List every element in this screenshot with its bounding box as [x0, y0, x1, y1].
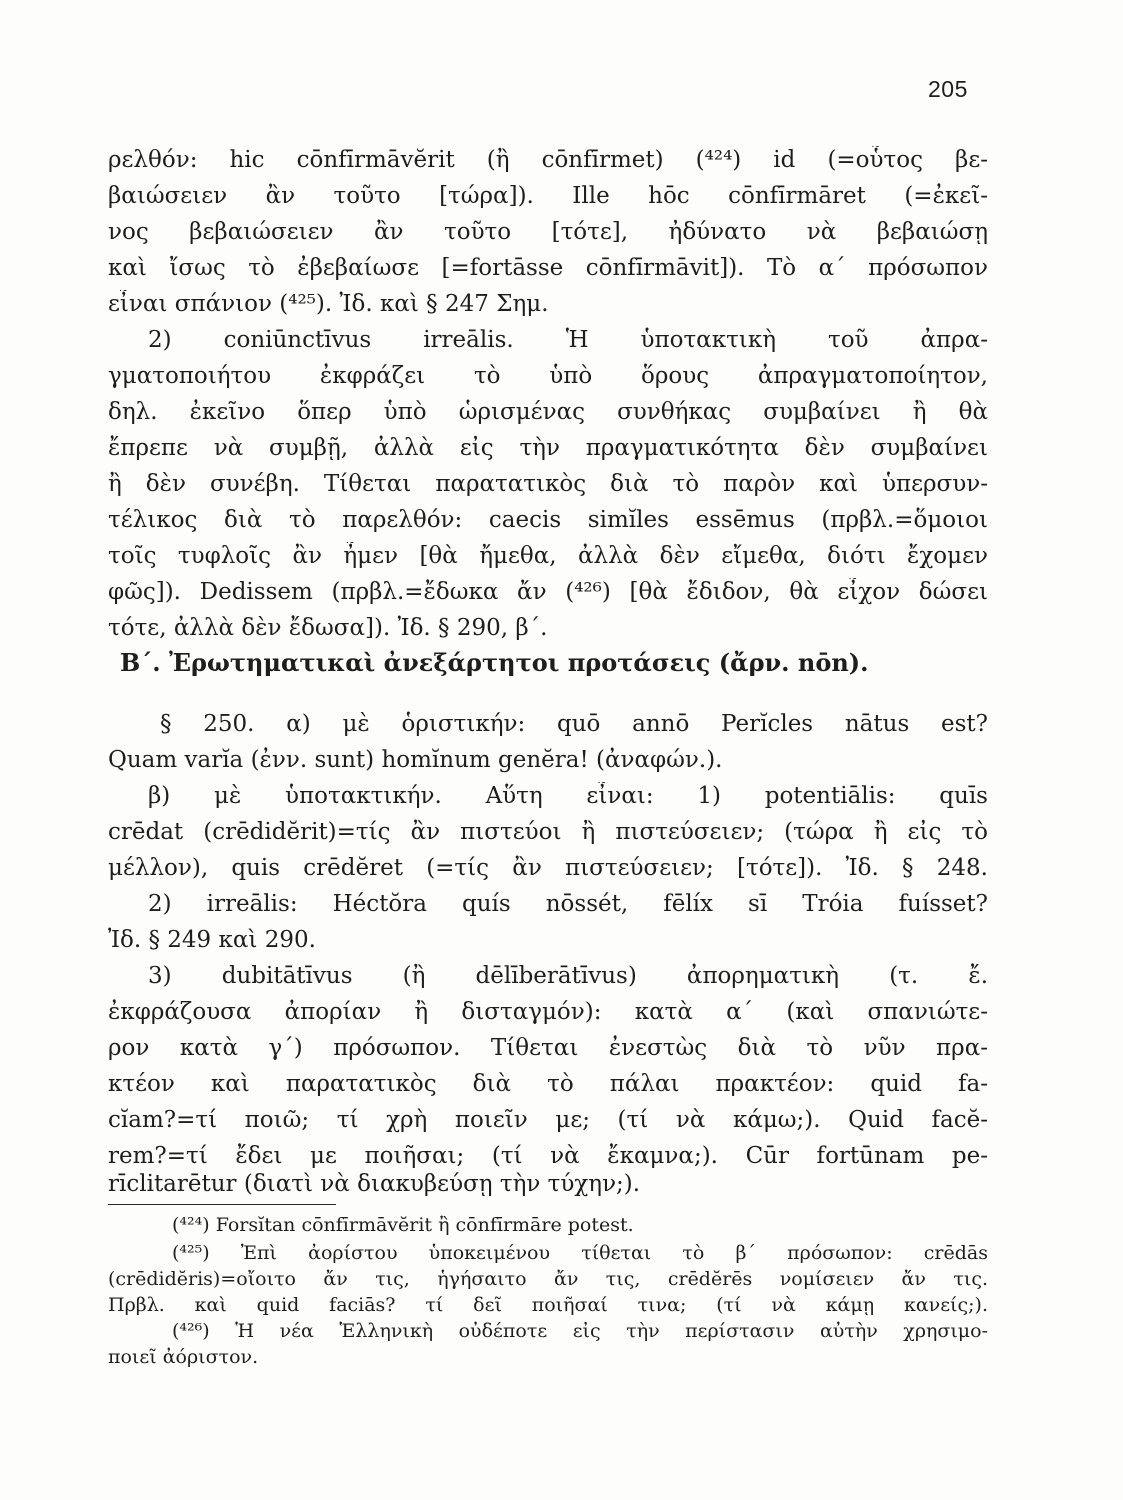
body-line: β) μὲ ὑποτακτικήν. Αὕτη εἶναι: 1) potentiālis: quīs [148, 783, 988, 809]
body-line: Quam varĭa (ἐνν. sunt) homĭnum genĕra! (ἀναφών.). [108, 747, 723, 773]
body-line: φῶς]). Dedissem (πρβλ.=ἔδωκα ἄν (⁴²⁶) [θὰ ἔδιδον, θὰ εἶχον δώσει [108, 579, 988, 605]
footnote-line: (crēdidĕris)=οἴοιτο ἄν τις, ἡγήσαιτο ἄν τις, crēdĕrēs νομίσειεν ἄν τις. [108, 1268, 988, 1290]
body-line: καὶ ἴσως τὸ ἐβεβαίωσε [=fortāsse cōnfīrmāvit]). Τὸ α΄ πρόσωπον [108, 255, 988, 281]
footnote-line: (⁴²⁵) Ἐπὶ ἀορίστου ὑποκειμένου τίθεται τὸ β΄ πρόσωπον: crēdās [172, 1242, 988, 1264]
footnote-line: (⁴²⁶) Ἡ νέα Ἑλληνικὴ οὐδέποτε εἰς τὴν περίστασιν αὐτὴν χρησιμο- [172, 1320, 988, 1342]
body-line: ρον κατὰ γ΄) πρόσωπον. Τίθεται ἐνεστὼς διὰ τὸ νῦν πρα- [108, 1035, 988, 1061]
page-number: 205 [928, 76, 968, 102]
body-line: κτέον καὶ παρατατικὸς διὰ τὸ πάλαι πρακτέον: quid fa- [108, 1071, 988, 1097]
body-line: μέλλον), quis crēdĕret (=τίς ἂν πιστεύσειεν; [τότε]). Ἰδ. § 248. [108, 855, 988, 881]
body-line: τέλικος διὰ τὸ παρελθόν: caecis simĭles essēmus (πρβλ.=ὅμοιοι [108, 507, 988, 533]
body-line: cĭam?=τί ποιῶ; τί χρὴ ποιεῖν με; (τί νὰ κάμω;). Quid facĕ- [108, 1107, 988, 1133]
body-line: ἐκφράζουσα ἀπορίαν ἢ δισταγμόν): κατὰ α΄ (καὶ σπανιώτε- [108, 999, 988, 1025]
body-line: rem?=τί ἔδει με ποιῆσαι; (τί νὰ ἔκαμνα;). Cūr fortūnam pe- [108, 1143, 988, 1169]
body-line: Ἰδ. § 249 καὶ 290. [108, 927, 316, 953]
body-line: δηλ. ἐκεῖνο ὅπερ ὑπὸ ὡρισμένας συνθήκας συμβαίνει ἢ θὰ [108, 399, 988, 425]
body-line: τοῖς τυφλοῖς ἂν ἦμεν [θὰ ἤμεθα, ἀλλὰ δὲν εἴμεθα, διότι ἔχομεν [108, 543, 988, 569]
footnote-line: Πρβλ. καὶ quid faciās? τί δεῖ ποιῆσαί τινα; (τί νὰ κάμῃ κανείς;). [108, 1294, 988, 1316]
body-line: νος βεβαιώσειεν ἂν τοῦτο [τότε], ἠδύνατο νὰ βεβαιώσῃ [108, 219, 988, 245]
body-line: § 250. α) μὲ ὁριστικήν: quō annō Perĭcles nātus est? [160, 711, 988, 737]
footnote-line: ποιεῖ ἀόριστον. [108, 1346, 259, 1368]
body-line: τότε, ἀλλὰ δὲν ἔδωσα]). Ἰδ. § 290, β΄. [108, 615, 548, 641]
body-line: 3) dubitātīvus (ἢ dēlīberātīvus) ἀπορηματικὴ (τ. ἔ. [148, 963, 988, 989]
body-line: 2) irreālis: Héctŏra quís nōssét, fēlíx sī Tróia fuísset? [148, 891, 988, 917]
body-line: ρελθόν: hic cōnfīrmāvĕrit (ἢ cōnfīrmet) (⁴²⁴) id (=οὗτος βε- [108, 147, 988, 173]
footnote-separator [108, 1204, 336, 1205]
body-line: crēdat (crēdidĕrit)=τίς ἂν πιστεύοι ἢ πιστεύσειεν; (τώρα ἢ εἰς τὸ [108, 819, 988, 845]
body-line: βαιώσειεν ἂν τοῦτο [τώρα]). Ille hōc cōnfīrmāret (=ἐκεῖ- [108, 183, 988, 209]
section-heading: Β΄. Ἐρωτηματικαὶ ἀνεξάρτητοι προτάσεις (ἄρν. nōn). [120, 648, 869, 677]
body-line: εἶναι σπάνιον (⁴²⁵). Ἰδ. καὶ § 247 Σημ. [108, 291, 549, 317]
body-line: ἔπρεπε νὰ συμβῇ, ἀλλὰ εἰς τὴν πραγματικότητα δὲν συμβαίνει [108, 435, 988, 461]
body-line: γματοποιήτου ἐκφράζει τὸ ὑπὸ ὅρους ἀπραγματοποίητον, [108, 363, 988, 389]
footnote-line: (⁴²⁴) Forsĭtan cōnfīrmāvĕrit ἢ cōnfīrmāre potest. [172, 1214, 634, 1236]
body-line: rīclitarētur (διατὶ νὰ διακυβεύσῃ τὴν τύχην;). [108, 1171, 641, 1197]
body-line: 2) coniūnctīvus irreālis. Ἡ ὑποτακτικὴ τοῦ ἀπρα- [148, 327, 988, 353]
body-line: ἢ δὲν συνέβη. Τίθεται παρατατικὸς διὰ τὸ παρὸν καὶ ὑπερσυν- [108, 471, 988, 497]
